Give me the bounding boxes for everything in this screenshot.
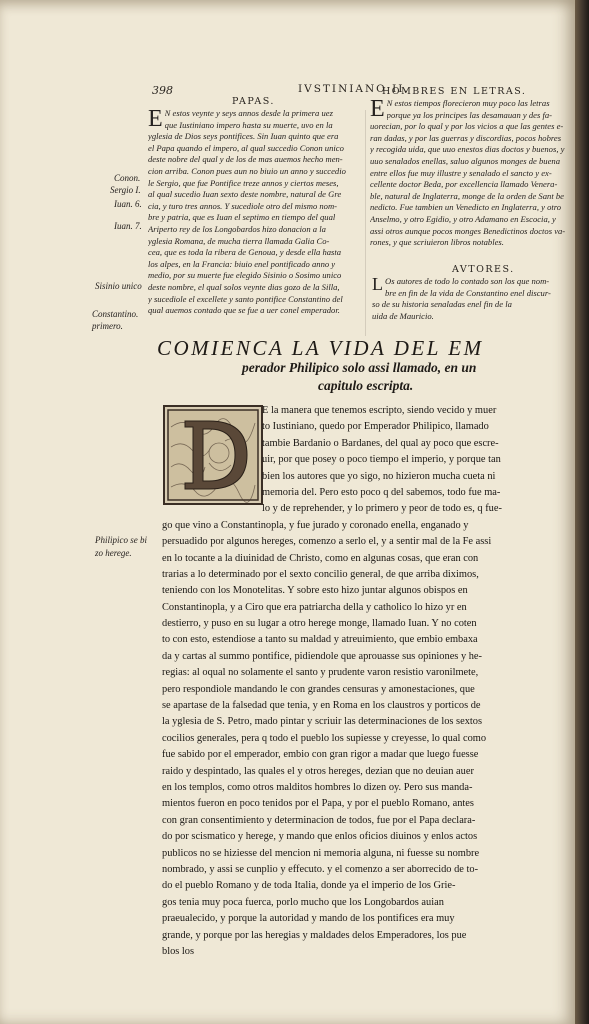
text-line: N estos tiempos florecieron muy poco las letras [386,98,550,108]
autores-heading: AVTORES. [452,264,515,275]
text-line: cocilios generales, pera q todo el pueblo los supiesse y creyesse, lo qual como [162,732,487,744]
text-line: raido y despintado, las quales el y otros hereges, dezian que no deuian auer [162,765,474,777]
margin-note-sergio: Sergio I. [110,185,141,195]
text-line: en lo tocante a la diuinidad de Christo, como en algunas cosas, que eran con [162,552,479,564]
text-line: con gran consentimiento y determinacion de todos, fue por el Papa declara- [162,814,476,826]
text-line: bien los autores que yo sigo, no hizieron mucha cueta ni [262,470,496,482]
text-line: mientos fueron en poco tenidos por el Papa, y por el pueblo Romano, antes [162,798,474,810]
text-line: el Papa quando el impero, al qual succedio Conon unico [148,142,344,153]
text-line: nombrado, y assi se cunplio y effecuto. y el comenzo a ser aborrecido de to- [162,863,479,875]
left-column-heading: PAPAS. [232,96,275,107]
text-line: blos los [162,945,195,957]
text-line: to con esto, estendiose a tanto su maldad y atreuimiento, que embio embaxa [162,634,478,646]
text-line: persuadido por algunos hereges, comenzo a serlo el, y a sentir mal de la Fe assi [162,536,492,548]
margin-note-philipico-2: zo herege. [95,548,132,558]
autores-text [372,276,571,322]
right-column-text [370,98,571,249]
margin-note-iuan-7: Iuan. 7. [114,221,142,231]
left-column-text [148,108,362,317]
margin-note-primero: primero. [92,321,123,331]
text-line: porque ya los principes las desamauan y des fa- [386,109,553,120]
margin-note-conon: Conon. [114,173,141,183]
text-line: nedicto. Fue tambien un Venedicto en Inglaterra, y otro [370,202,562,213]
running-head: IVSTINIANO II. [298,83,410,95]
text-line: uuo senalados enellas, saluo algunos monges de buena [370,155,561,166]
text-line: en los templos, como otros malditos hombres lo dizen oy. Pero sus manda- [162,781,473,793]
text-line: do el pueblo Romano y de toda Italia, donde ya el imperio de los Grie- [162,880,456,892]
chapter-title-line-2: perador Philipico solo assi llamado, en un [242,360,477,375]
text-line: praeualecido, y porque la autoridad y mando de los pontifices era muy [162,913,455,925]
right-column-heading: HOMBRES EN LETRAS. [382,86,527,97]
text-line: Os autores de todo lo contado son los que nom- [385,276,550,286]
margin-note-philipico-1: Philipico se bi [95,535,147,545]
text-line: deste nombre, el qual solos veynte dias gozo de la Silla, [148,281,340,292]
left-column-initial: E [148,106,163,132]
margin-note-constantino: Constantino. [92,309,139,319]
text-line: so de su historia senaladas enel fin de la [372,299,512,310]
text-line: que Iustiniano impero hasta su muerte, uvo en la [164,119,333,130]
margin-note-iuan-6: Iuan. 6. [114,199,142,209]
text-line: grande, y porque por las heregias y maldades delos Emperadores, los pue [162,929,467,941]
text-line: y sucediole el excellete y santo pontifice Constantino del [148,293,343,304]
text-line: E la manera que tenemos escripto, siendo vecido y muer [262,405,497,416]
page-number: 398 [152,84,173,97]
text-line: Constantinopla, y a Ciro que era patriarcha della y catholico lo hizo yr en [162,601,467,613]
text-line: medio, por su muerte fue elegido Sisinio o Sosimo unico [148,270,342,281]
text-line: bre en fin de la vida de Constantino enel discur- [385,287,551,298]
text-line: teniendo con los Monotelitas. Y sobre esto hizo juntar algunos obispos en [162,585,468,597]
text-line: se apartase de la falsedad que tenia, y en Roma en los claustros y porticos de [162,700,481,712]
text-line: tambie Bardanio o Bardanes, del qual ay poco que escre- [262,437,499,449]
text-line: memoria del. Pero esto poco q del sabemos, todo fue ma- [262,486,501,498]
text-line: do por scismatico y herege, y mando que enlos oficios diuinos y enlos actos [162,831,478,843]
page-edge [575,0,589,1024]
text-line: go que vino a Constantinopla, y fue jurado y coronado enella, enganado y [162,519,469,531]
text-line: uorecian, por lo qual y por los vicios a que las gentes e- [370,121,564,132]
text-line: cion arriba. Conon pues aun no biuio un anno y succedio [148,165,346,176]
chapter-title-line-3: capitulo escripta. [318,378,414,393]
text-line: la yglesia de S. Petro, mado pintar y scriuir las determinaciones de los sextos [162,716,483,728]
text-line: to Iustiniano, quedo por Emperador Philipico, llamado [262,421,489,433]
margin-note-sisinio: Sisinio unico [95,281,142,291]
text-line: Ariperto rey de los Longobardos hizo donacion a la [148,223,326,234]
chapter-title-line-1: COMIENCA LA VIDA DEL EM [157,336,484,360]
text-line: assi otros aunque pocos monges Benedictinos doctos va- [370,225,566,236]
autores-initial: L [372,274,383,294]
text-line: cia, y turo tres annos. Y sucediole otro del mismo nom- [148,200,338,211]
text-line: cea, que es toda la ribera de Genoua, y desde ella hasta [148,247,342,258]
text-line: bre y patria, que es Iuan el septimo en tiempo del qual [148,212,336,223]
text-line: deste nobre del qual y de los de mas auemos hecho men- [148,154,343,165]
text-line: y recogida uida, que uuo enestos dias doctos y buenos, y [370,144,565,155]
column-divider [365,110,366,336]
text-line: ran dadas, y por las guerras y discordias, pocos hobres [370,132,562,143]
text-line: uida de Mauricio. [372,310,434,321]
text-line: publicos no se hiziesse del mencion ni memoria alguna, ni fuesse su nombre [162,847,480,859]
text-line: uir, por que posey o poco tiempo el imperio, y porque tan [262,454,501,466]
text-line: N estos veynte y seys annos desde la primera uez [164,108,333,118]
text-line: trarias a lo determinado por el sexto concilio general, de que arriba diximos, [162,568,479,580]
text-line: regias: al oqual no solamente el santo y prudente varon resistio varonilmete, [162,667,479,679]
text-line: al qual sucedio Iuan sexto deste nombre, natural de Gre [148,189,342,200]
text-line: yglesia Romana, de mucha tierra llamada Galia Co- [148,235,330,246]
text-line: lo y de reprehender, y lo primero y peor de todo es, q fue- [262,503,502,515]
text-line: le Sergio, que fue Pontifice treze annos y ciertos meses, [148,177,339,188]
right-column-initial: E [370,96,385,122]
text-line: cellente doctor Beda, por excellencia llamado Venera- [370,179,558,190]
text-line: qual auemos contado que se fue a uer conel emperador. [148,305,340,316]
text-line: yglesia de Dios seys pontifices. Sin Iuan quinto que era [148,131,339,142]
text-line: ble, natural de Inglaterra, monge de la orden de Sant be [370,190,564,201]
text-line: rones, y que scriuieron libros notables. [370,237,504,248]
text-line: fue sabido por el emperador, embio con gran rigor a madar que luego fuesse [162,749,479,761]
text-line: pero respondiole mandando le con grandes censuras y amonestaciones, que [162,683,475,695]
text-line: los alpes, en la Francia: biuio enel pontificado anno y [148,258,336,269]
body-text [162,403,574,960]
text-line: gos tenia muy poca fuerca, porlo mucho que los Longobardos auian [162,896,444,908]
text-line: da y cartas al summo pontifice, pidiendole que aprouasse sus opiniones y he- [162,650,483,662]
text-line: entre ellos fue muy illustre y senalado el sancto y ex- [370,167,552,178]
text-line: Anselmo, y otro Egidio, y otro Adamano en Escocia, y [370,213,556,224]
text-line: destierro, y puso en su lugar a otro herege monge, llamado Iuan. Y no coten [162,618,477,630]
